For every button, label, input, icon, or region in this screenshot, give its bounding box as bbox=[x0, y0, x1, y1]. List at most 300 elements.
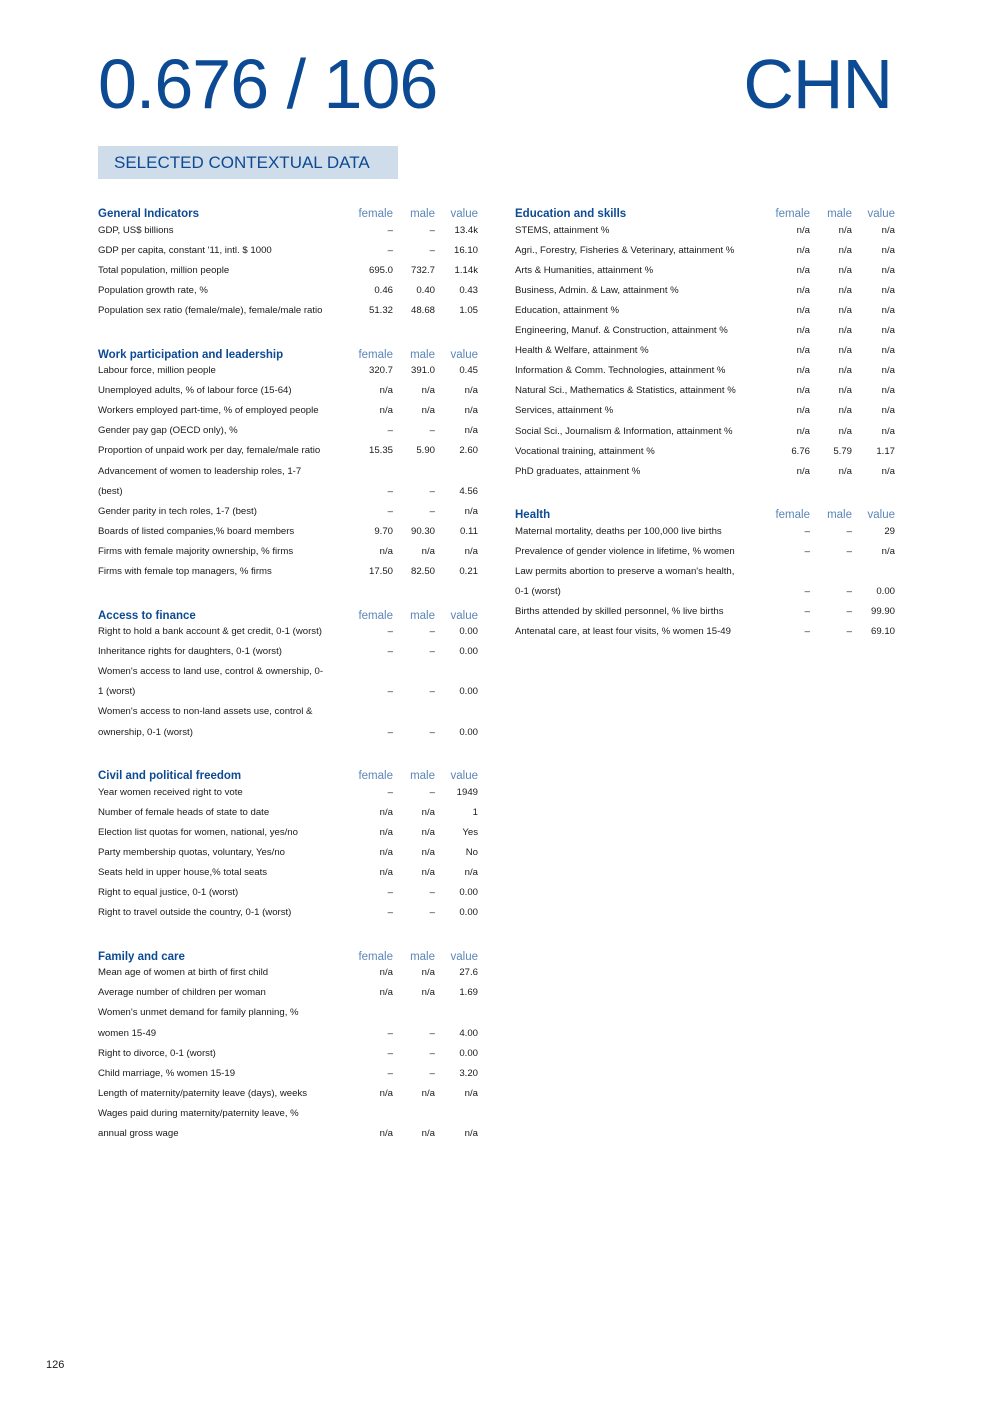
ratio-value: Yes bbox=[462, 826, 478, 838]
male-value: n/a bbox=[838, 405, 852, 417]
table-row bbox=[98, 1043, 478, 1063]
column-header-female: female bbox=[358, 348, 393, 361]
table-row bbox=[98, 682, 478, 702]
table-row bbox=[98, 361, 478, 381]
female-value: n/a bbox=[796, 264, 810, 276]
male-value: n/a bbox=[421, 987, 435, 999]
male-value: – bbox=[846, 545, 852, 557]
row-label: Gender parity in tech roles, 1-7 (best) bbox=[98, 505, 257, 517]
female-value: 0.46 bbox=[374, 284, 393, 296]
male-value: n/a bbox=[838, 284, 852, 296]
ratio-value: 0.00 bbox=[876, 586, 895, 598]
female-value: n/a bbox=[379, 545, 393, 557]
row-label: Women's access to non-land assets use, control & bbox=[98, 706, 313, 718]
ratio-value: n/a bbox=[881, 345, 895, 357]
male-value: – bbox=[429, 485, 435, 497]
column-header-male: male bbox=[827, 208, 852, 221]
ratio-value: 0.00 bbox=[459, 887, 478, 899]
row-label: Average number of children per woman bbox=[98, 987, 266, 999]
table-row bbox=[515, 321, 895, 341]
column-header-female: female bbox=[358, 770, 393, 783]
column-header-value: value bbox=[450, 208, 478, 221]
column-header-male: male bbox=[410, 950, 435, 963]
table-row bbox=[98, 441, 478, 461]
female-value: 9.70 bbox=[374, 525, 393, 537]
ratio-value: n/a bbox=[881, 545, 895, 557]
section-title: Family and care bbox=[98, 950, 185, 963]
female-value: – bbox=[387, 1027, 393, 1039]
section-header bbox=[98, 762, 478, 782]
ratio-value: n/a bbox=[881, 325, 895, 337]
male-value: – bbox=[846, 525, 852, 537]
ratio-value: n/a bbox=[464, 425, 478, 437]
row-label: Health & Welfare, attainment % bbox=[515, 345, 649, 357]
male-value: – bbox=[429, 224, 435, 236]
row-label: Length of maternity/paternity leave (days), weeks bbox=[98, 1087, 308, 1099]
table-row bbox=[98, 461, 478, 481]
male-value: n/a bbox=[838, 224, 852, 236]
table-row bbox=[515, 220, 895, 240]
data-section bbox=[98, 762, 478, 923]
ratio-value: 0.11 bbox=[460, 525, 478, 537]
male-value: – bbox=[429, 425, 435, 437]
table-row bbox=[98, 401, 478, 421]
table-row bbox=[515, 461, 895, 481]
ratio-value: No bbox=[465, 846, 478, 858]
row-label: Inheritance rights for daughters, 0-1 (worst) bbox=[98, 646, 282, 658]
row-label: Total population, million people bbox=[98, 264, 230, 276]
male-value: – bbox=[429, 626, 435, 638]
section-title: Access to finance bbox=[98, 609, 196, 622]
table-row bbox=[98, 1124, 478, 1144]
ratio-value: 27.6 bbox=[459, 967, 478, 979]
data-section bbox=[98, 200, 478, 321]
right-column bbox=[515, 200, 895, 662]
row-label: Information & Comm. Technologies, attainment % bbox=[515, 365, 726, 377]
male-value: n/a bbox=[838, 385, 852, 397]
row-label: women 15-49 bbox=[98, 1027, 157, 1039]
table-row bbox=[515, 561, 895, 581]
table-row bbox=[98, 903, 478, 923]
row-label: Right to travel outside the country, 0-1 (worst) bbox=[98, 907, 292, 919]
table-row bbox=[98, 963, 478, 983]
ratio-value: 0.45 bbox=[459, 365, 478, 377]
female-value: n/a bbox=[379, 1087, 393, 1099]
male-value: – bbox=[846, 606, 852, 618]
ratio-value: 0.00 bbox=[459, 907, 478, 919]
data-section bbox=[98, 340, 478, 581]
female-value: – bbox=[387, 887, 393, 899]
male-value: n/a bbox=[838, 425, 852, 437]
male-value: – bbox=[429, 1027, 435, 1039]
ratio-value: n/a bbox=[881, 365, 895, 377]
female-value: – bbox=[387, 224, 393, 236]
table-row bbox=[515, 401, 895, 421]
male-value: – bbox=[429, 786, 435, 798]
female-value: n/a bbox=[796, 244, 810, 256]
row-label: ownership, 0-1 (worst) bbox=[98, 726, 193, 738]
ratio-value: 3.20 bbox=[459, 1067, 478, 1079]
ratio-value: 99.90 bbox=[870, 606, 895, 618]
ratio-value: 0.00 bbox=[459, 626, 478, 638]
ratio-value: 1 bbox=[472, 806, 478, 818]
table-row bbox=[98, 280, 478, 300]
table-row bbox=[515, 441, 895, 461]
female-value: n/a bbox=[379, 806, 393, 818]
male-value: n/a bbox=[838, 244, 852, 256]
table-row bbox=[98, 421, 478, 441]
ratio-value: 4.00 bbox=[459, 1027, 478, 1039]
row-label: Arts & Humanities, attainment % bbox=[515, 264, 654, 276]
row-label: Advancement of women to leadership roles, 1-7 bbox=[98, 465, 302, 477]
row-label: Population sex ratio (female/male), female/male ratio bbox=[98, 305, 323, 317]
row-label: Education, attainment % bbox=[515, 305, 619, 317]
ratio-value: n/a bbox=[881, 224, 895, 236]
ratio-value: 1949 bbox=[456, 786, 478, 798]
male-value: n/a bbox=[838, 325, 852, 337]
table-row bbox=[98, 1023, 478, 1043]
male-value: 90.30 bbox=[410, 525, 435, 537]
ratio-value: 0.00 bbox=[459, 726, 478, 738]
ratio-value: n/a bbox=[464, 405, 478, 417]
ratio-value: n/a bbox=[464, 1087, 478, 1099]
row-label: 0-1 (worst) bbox=[515, 586, 561, 598]
female-value: n/a bbox=[796, 405, 810, 417]
table-row bbox=[515, 541, 895, 561]
male-value: n/a bbox=[421, 1087, 435, 1099]
row-label: Proportion of unpaid work per day, female/male ratio bbox=[98, 445, 321, 457]
table-row bbox=[98, 1103, 478, 1123]
female-value: 17.50 bbox=[368, 566, 393, 578]
table-row bbox=[98, 782, 478, 802]
male-value: – bbox=[429, 907, 435, 919]
row-label: Child marriage, % women 15-19 bbox=[98, 1067, 236, 1079]
ratio-value: 0.21 bbox=[459, 566, 478, 578]
male-value: 5.79 bbox=[833, 445, 852, 457]
ratio-value: n/a bbox=[464, 1128, 478, 1140]
female-value: n/a bbox=[796, 345, 810, 357]
column-header-male: male bbox=[827, 509, 852, 522]
male-value: n/a bbox=[421, 826, 435, 838]
ratio-value: n/a bbox=[464, 867, 478, 879]
male-value: n/a bbox=[838, 264, 852, 276]
column-header-value: value bbox=[450, 609, 478, 622]
female-value: n/a bbox=[379, 967, 393, 979]
table-row bbox=[98, 300, 478, 320]
ratio-value: 0.00 bbox=[459, 686, 478, 698]
row-label: PhD graduates, attainment % bbox=[515, 465, 641, 477]
row-label: Services, attainment % bbox=[515, 405, 614, 417]
column-header-value: value bbox=[450, 950, 478, 963]
row-label: Mean age of women at birth of first child bbox=[98, 967, 269, 979]
row-label: Number of female heads of state to date bbox=[98, 806, 270, 818]
row-label: Engineering, Manuf. & Construction, attainment % bbox=[515, 325, 728, 337]
male-value: n/a bbox=[838, 365, 852, 377]
table-row bbox=[98, 1003, 478, 1023]
table-row bbox=[98, 501, 478, 521]
ratio-value: n/a bbox=[881, 465, 895, 477]
male-value: 5.90 bbox=[416, 445, 435, 457]
female-value: – bbox=[804, 545, 810, 557]
male-value: 732.7 bbox=[410, 264, 435, 276]
male-value: – bbox=[429, 244, 435, 256]
row-label: Births attended by skilled personnel, % live births bbox=[515, 606, 724, 618]
female-value: – bbox=[387, 1067, 393, 1079]
female-value: n/a bbox=[379, 385, 393, 397]
male-value: – bbox=[429, 887, 435, 899]
female-value: n/a bbox=[379, 1128, 393, 1140]
data-section bbox=[515, 200, 895, 481]
table-row bbox=[98, 521, 478, 541]
row-label: Right to hold a bank account & get credit, 0-1 (worst) bbox=[98, 626, 322, 638]
table-row bbox=[98, 541, 478, 561]
section-title: Civil and political freedom bbox=[98, 770, 242, 783]
section-banner: SELECTED CONTEXTUAL DATA bbox=[98, 146, 398, 179]
ratio-value: 69.10 bbox=[870, 626, 895, 638]
table-row bbox=[98, 381, 478, 401]
table-row bbox=[98, 802, 478, 822]
male-value: n/a bbox=[421, 846, 435, 858]
table-row bbox=[515, 260, 895, 280]
ratio-value: n/a bbox=[464, 545, 478, 557]
row-label: Seats held in upper house,% total seats bbox=[98, 867, 268, 879]
table-row bbox=[515, 240, 895, 260]
ratio-value: 13.4k bbox=[454, 224, 478, 236]
male-value: n/a bbox=[421, 967, 435, 979]
table-row bbox=[98, 1083, 478, 1103]
table-row bbox=[98, 722, 478, 742]
table-row bbox=[98, 983, 478, 1003]
male-value: n/a bbox=[421, 1128, 435, 1140]
ratio-value: 0.43 bbox=[459, 284, 478, 296]
female-value: 6.76 bbox=[791, 445, 810, 457]
female-value: n/a bbox=[796, 465, 810, 477]
ratio-value: n/a bbox=[464, 385, 478, 397]
male-value: n/a bbox=[421, 867, 435, 879]
row-label: Labour force, million people bbox=[98, 365, 216, 377]
ratio-value: n/a bbox=[881, 405, 895, 417]
ratio-value: 1.17 bbox=[876, 445, 895, 457]
female-value: n/a bbox=[796, 325, 810, 337]
male-value: n/a bbox=[421, 385, 435, 397]
table-row bbox=[515, 582, 895, 602]
female-value: 15.35 bbox=[368, 445, 393, 457]
row-label: Prevalence of gender violence in lifetime, % women bbox=[515, 545, 735, 557]
male-value: – bbox=[429, 505, 435, 517]
column-header-female: female bbox=[358, 208, 393, 221]
row-label: Law permits abortion to preserve a woman's health, bbox=[515, 566, 735, 578]
row-label: (best) bbox=[98, 485, 123, 497]
female-value: – bbox=[387, 1047, 393, 1059]
male-value: 391.0 bbox=[410, 365, 435, 377]
row-label: Vocational training, attainment % bbox=[515, 445, 655, 457]
female-value: – bbox=[387, 726, 393, 738]
ratio-value: n/a bbox=[881, 425, 895, 437]
page-number: 126 bbox=[46, 1359, 65, 1371]
female-value: 51.32 bbox=[368, 305, 393, 317]
section-header bbox=[98, 340, 478, 360]
section-header bbox=[98, 200, 478, 220]
data-section bbox=[98, 943, 478, 1144]
left-column bbox=[98, 200, 478, 1163]
male-value: n/a bbox=[838, 305, 852, 317]
male-value: 0.40 bbox=[416, 284, 435, 296]
column-header-value: value bbox=[450, 770, 478, 783]
table-row bbox=[98, 481, 478, 501]
female-value: n/a bbox=[796, 305, 810, 317]
table-row bbox=[515, 421, 895, 441]
ratio-value: 1.05 bbox=[459, 305, 478, 317]
male-value: – bbox=[846, 626, 852, 638]
row-label: Maternal mortality, deaths per 100,000 live births bbox=[515, 525, 722, 537]
row-label: 1 (worst) bbox=[98, 686, 136, 698]
female-value: n/a bbox=[379, 826, 393, 838]
column-header-female: female bbox=[775, 509, 810, 522]
female-value: – bbox=[387, 786, 393, 798]
table-row bbox=[98, 662, 478, 682]
table-row bbox=[98, 260, 478, 280]
row-label: Women's access to land use, control & ownership, 0- bbox=[98, 666, 324, 678]
male-value: 48.68 bbox=[410, 305, 435, 317]
table-row bbox=[98, 702, 478, 722]
female-value: n/a bbox=[796, 385, 810, 397]
ratio-value: n/a bbox=[881, 305, 895, 317]
row-label: Natural Sci., Mathematics & Statistics, attainment % bbox=[515, 385, 736, 397]
row-label: Year women received right to vote bbox=[98, 786, 243, 798]
column-header-value: value bbox=[867, 509, 895, 522]
table-row bbox=[98, 561, 478, 581]
country-code: CHN bbox=[743, 45, 892, 123]
female-value: – bbox=[387, 425, 393, 437]
male-value: – bbox=[846, 586, 852, 598]
section-title: Education and skills bbox=[515, 208, 627, 221]
row-label: Unemployed adults, % of labour force (15-64) bbox=[98, 385, 292, 397]
table-row bbox=[98, 240, 478, 260]
row-label: Population growth rate, % bbox=[98, 284, 208, 296]
row-label: Agri., Forestry, Fisheries & Veterinary, attainment % bbox=[515, 244, 735, 256]
male-value: – bbox=[429, 686, 435, 698]
row-label: Party membership quotas, voluntary, Yes/no bbox=[98, 846, 286, 858]
data-section bbox=[515, 501, 895, 642]
ratio-value: 0.00 bbox=[459, 646, 478, 658]
column-header-value: value bbox=[450, 348, 478, 361]
row-label: Gender pay gap (OECD only), % bbox=[98, 425, 238, 437]
section-header bbox=[515, 200, 895, 220]
table-row bbox=[98, 842, 478, 862]
row-label: Social Sci., Journalism & Information, attainment % bbox=[515, 425, 733, 437]
table-row bbox=[98, 883, 478, 903]
female-value: 320.7 bbox=[368, 365, 393, 377]
row-label: GDP per capita, constant '11, intl. $ 1000 bbox=[98, 244, 272, 256]
row-label: annual gross wage bbox=[98, 1128, 179, 1140]
index-score-rank: 0.676 / 106 bbox=[98, 45, 438, 123]
table-row bbox=[98, 822, 478, 842]
column-header-male: male bbox=[410, 208, 435, 221]
female-value: – bbox=[387, 907, 393, 919]
male-value: – bbox=[429, 1047, 435, 1059]
row-label: GDP, US$ billions bbox=[98, 224, 174, 236]
row-label: Women's unmet demand for family planning, % bbox=[98, 1007, 299, 1019]
ratio-value: 16.10 bbox=[453, 244, 478, 256]
table-row bbox=[515, 381, 895, 401]
column-header-male: male bbox=[410, 609, 435, 622]
row-label: STEMS, attainment % bbox=[515, 224, 610, 236]
female-value: – bbox=[387, 485, 393, 497]
female-value: – bbox=[804, 525, 810, 537]
table-row bbox=[515, 300, 895, 320]
row-label: Business, Admin. & Law, attainment % bbox=[515, 284, 679, 296]
male-value: – bbox=[429, 726, 435, 738]
ratio-value: n/a bbox=[881, 244, 895, 256]
male-value: n/a bbox=[421, 806, 435, 818]
female-value: n/a bbox=[796, 224, 810, 236]
row-label: Firms with female majority ownership, % firms bbox=[98, 545, 294, 557]
column-header-male: male bbox=[410, 348, 435, 361]
section-header bbox=[98, 943, 478, 963]
section-title: Work participation and leadership bbox=[98, 348, 284, 361]
row-label: Workers employed part-time, % of employed people bbox=[98, 405, 319, 417]
male-value: n/a bbox=[838, 345, 852, 357]
ratio-value: n/a bbox=[464, 505, 478, 517]
row-label: Antenatal care, at least four visits, % women 15-49 bbox=[515, 626, 731, 638]
table-row bbox=[515, 622, 895, 642]
female-value: n/a bbox=[379, 846, 393, 858]
female-value: n/a bbox=[796, 365, 810, 377]
male-value: – bbox=[429, 646, 435, 658]
table-row bbox=[515, 602, 895, 622]
table-row bbox=[515, 280, 895, 300]
ratio-value: 29 bbox=[884, 525, 895, 537]
male-value: 82.50 bbox=[410, 566, 435, 578]
female-value: 695.0 bbox=[368, 264, 393, 276]
table-row bbox=[515, 361, 895, 381]
male-value: n/a bbox=[421, 545, 435, 557]
table-row bbox=[98, 622, 478, 642]
female-value: – bbox=[387, 646, 393, 658]
male-value: n/a bbox=[838, 465, 852, 477]
row-label: Boards of listed companies,% board members bbox=[98, 525, 295, 537]
section-header bbox=[515, 501, 895, 521]
section-header bbox=[98, 601, 478, 621]
female-value: – bbox=[387, 626, 393, 638]
column-header-female: female bbox=[358, 609, 393, 622]
row-label: Firms with female top managers, % firms bbox=[98, 566, 272, 578]
female-value: n/a bbox=[379, 867, 393, 879]
ratio-value: 2.60 bbox=[459, 445, 478, 457]
female-value: – bbox=[387, 244, 393, 256]
table-row bbox=[98, 642, 478, 662]
column-header-value: value bbox=[867, 208, 895, 221]
female-value: n/a bbox=[379, 405, 393, 417]
column-header-female: female bbox=[775, 208, 810, 221]
table-row bbox=[98, 1063, 478, 1083]
column-header-male: male bbox=[410, 770, 435, 783]
female-value: – bbox=[804, 606, 810, 618]
female-value: – bbox=[804, 626, 810, 638]
section-title: General Indicators bbox=[98, 208, 199, 221]
table-row bbox=[515, 521, 895, 541]
male-value: n/a bbox=[421, 405, 435, 417]
table-row bbox=[98, 862, 478, 882]
ratio-value: 4.56 bbox=[459, 485, 478, 497]
row-label: Wages paid during maternity/paternity leave, % bbox=[98, 1107, 299, 1119]
female-value: n/a bbox=[796, 425, 810, 437]
ratio-value: n/a bbox=[881, 264, 895, 276]
table-row bbox=[515, 341, 895, 361]
female-value: – bbox=[387, 686, 393, 698]
female-value: – bbox=[387, 505, 393, 517]
column-header-female: female bbox=[358, 950, 393, 963]
